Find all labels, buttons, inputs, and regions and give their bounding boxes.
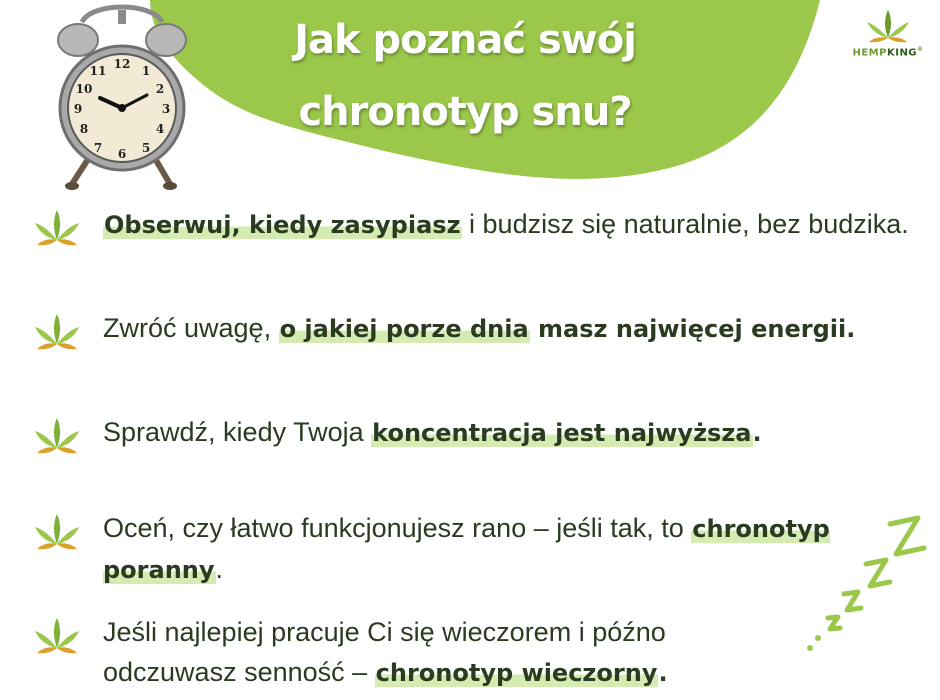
svg-text:3: 3 bbox=[161, 102, 171, 116]
svg-text:11: 11 bbox=[89, 64, 107, 78]
logo-text: HEMPKING® bbox=[852, 46, 924, 59]
svg-text:9: 9 bbox=[73, 102, 83, 116]
svg-text:7: 7 bbox=[93, 141, 103, 155]
list-item bbox=[30, 204, 920, 308]
tips-list bbox=[30, 204, 920, 700]
list-item bbox=[30, 412, 920, 508]
svg-text:4: 4 bbox=[155, 122, 165, 136]
logo-leaf-icon bbox=[865, 8, 911, 44]
title-line-2: chronotyp snu? bbox=[298, 89, 632, 135]
alarm-clock-image bbox=[52, 0, 192, 192]
svg-text:5: 5 bbox=[141, 141, 151, 155]
svg-text:8: 8 bbox=[79, 122, 89, 136]
cannabis-leaf-icon bbox=[34, 512, 80, 552]
list-item-text: Sprawdź, kiedy Twoja koncentracja jest najwyższa. bbox=[103, 417, 762, 447]
cannabis-leaf-icon bbox=[34, 416, 80, 456]
list-item-text: Zwróć uwagę, o jakiej porze dnia masz najwięcej energii. bbox=[103, 313, 856, 343]
list-item bbox=[30, 612, 920, 700]
svg-text:2: 2 bbox=[155, 82, 165, 96]
page-title bbox=[230, 4, 700, 148]
list-item-text: Jeśli najlepiej pracuje Ci się wieczorem i późno odczuwasz senność – chronotyp wieczorny. bbox=[103, 617, 668, 687]
cannabis-leaf-icon bbox=[34, 312, 80, 352]
list-item bbox=[30, 508, 920, 612]
svg-text:12: 12 bbox=[113, 57, 131, 71]
svg-text:10: 10 bbox=[75, 82, 93, 96]
list-item-text: Oceń, czy łatwo funkcjonujesz rano – jeśli tak, to chronotyp poranny. bbox=[103, 513, 830, 584]
list-item bbox=[30, 308, 920, 412]
title-line-1: Jak poznać swój bbox=[294, 17, 636, 63]
svg-text:1: 1 bbox=[141, 64, 151, 78]
brand-logo bbox=[838, 8, 938, 68]
cannabis-leaf-icon bbox=[34, 616, 80, 656]
zzz-icon bbox=[800, 510, 940, 660]
svg-text:6: 6 bbox=[117, 147, 127, 161]
list-item-text: Obserwuj, kiedy zasypiasz i budzisz się naturalnie, bez budzika. bbox=[104, 209, 909, 239]
cannabis-leaf-icon bbox=[34, 208, 80, 248]
